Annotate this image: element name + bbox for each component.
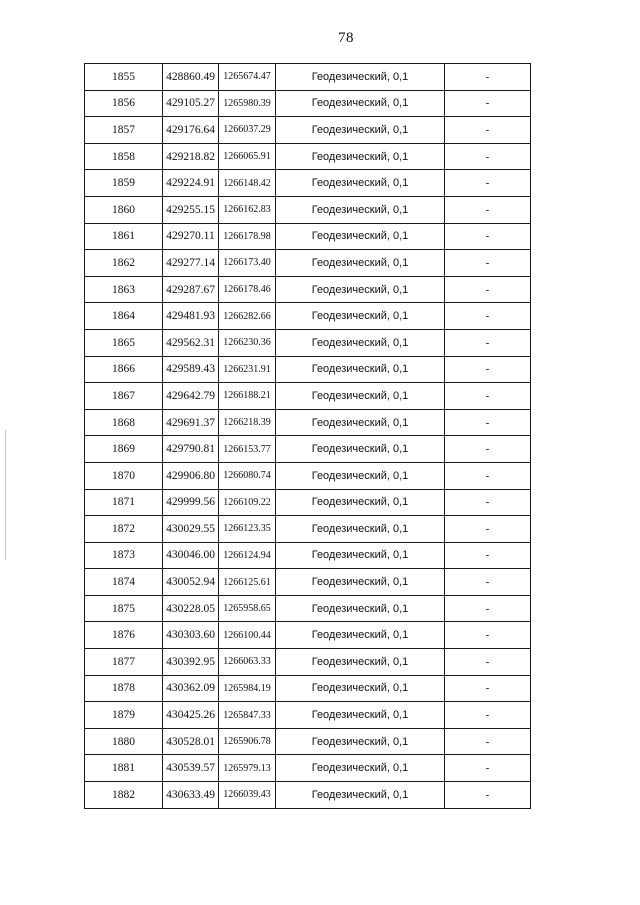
x-coordinate-cell: 429287.67 [163,276,219,303]
table-row [85,782,531,809]
x-coordinate-cell: 429277.14 [163,250,219,277]
point-number-cell: 1857 [85,117,163,144]
table-row [85,196,531,223]
method-accuracy-cell: Геодезический, 0,1 [276,489,445,516]
description-cell: - [445,728,531,755]
table-row [85,143,531,170]
method-accuracy-cell: Геодезический, 0,1 [276,569,445,596]
point-number-cell: 1871 [85,489,163,516]
x-coordinate-cell: 429105.27 [163,90,219,117]
method-accuracy-cell: Геодезический, 0,1 [276,117,445,144]
table-row [85,436,531,463]
description-cell: - [445,436,531,463]
description-cell: - [445,356,531,383]
y-coordinate-cell: 1266148.42 [219,170,276,197]
y-coordinate-cell: 1266178.46 [219,276,276,303]
description-cell: - [445,117,531,144]
y-coordinate-cell: 1265979.13 [219,755,276,782]
y-coordinate-cell: 1265984.19 [219,675,276,702]
point-number-cell: 1875 [85,595,163,622]
point-number-cell: 1865 [85,329,163,356]
x-coordinate-cell: 429224.91 [163,170,219,197]
x-coordinate-cell: 430528.01 [163,728,219,755]
x-coordinate-cell: 429562.31 [163,329,219,356]
table-row [85,303,531,330]
table-row [85,755,531,782]
y-coordinate-cell: 1266037.29 [219,117,276,144]
method-accuracy-cell: Геодезический, 0,1 [276,356,445,383]
method-accuracy-cell: Геодезический, 0,1 [276,462,445,489]
x-coordinate-cell: 429999.56 [163,489,219,516]
table-row [85,223,531,250]
point-number-cell: 1882 [85,782,163,809]
point-number-cell: 1860 [85,196,163,223]
method-accuracy-cell: Геодезический, 0,1 [276,702,445,729]
point-number-cell: 1876 [85,622,163,649]
description-cell: - [445,303,531,330]
y-coordinate-cell: 1266125.61 [219,569,276,596]
y-coordinate-cell: 1266178.98 [219,223,276,250]
point-number-cell: 1873 [85,542,163,569]
point-number-cell: 1870 [85,462,163,489]
description-cell: - [445,489,531,516]
point-number-cell: 1868 [85,409,163,436]
point-number-cell: 1855 [85,64,163,91]
point-number-cell: 1872 [85,516,163,543]
point-number-cell: 1874 [85,569,163,596]
table-row [85,649,531,676]
description-cell: - [445,595,531,622]
point-number-cell: 1879 [85,702,163,729]
point-number-cell: 1867 [85,383,163,410]
y-coordinate-cell: 1266173.40 [219,250,276,277]
description-cell: - [445,409,531,436]
table-row [85,170,531,197]
y-coordinate-cell: 1265980.39 [219,90,276,117]
method-accuracy-cell: Геодезический, 0,1 [276,755,445,782]
x-coordinate-cell: 429691.37 [163,409,219,436]
point-number-cell: 1863 [85,276,163,303]
method-accuracy-cell: Геодезический, 0,1 [276,675,445,702]
table-row [85,702,531,729]
description-cell: - [445,755,531,782]
method-accuracy-cell: Геодезический, 0,1 [276,90,445,117]
method-accuracy-cell: Геодезический, 0,1 [276,143,445,170]
table-row [85,356,531,383]
page-number: 78 [338,30,354,46]
y-coordinate-cell: 1266218.39 [219,409,276,436]
description-cell: - [445,782,531,809]
table-row [85,329,531,356]
x-coordinate-cell: 429589.43 [163,356,219,383]
y-coordinate-cell: 1266123.35 [219,516,276,543]
coordinates-table [84,63,531,809]
table-row [85,489,531,516]
point-number-cell: 1856 [85,90,163,117]
method-accuracy-cell: Геодезический, 0,1 [276,223,445,250]
point-number-cell: 1881 [85,755,163,782]
y-coordinate-cell: 1266065.91 [219,143,276,170]
description-cell: - [445,542,531,569]
x-coordinate-cell: 430539.57 [163,755,219,782]
table-row [85,409,531,436]
method-accuracy-cell: Геодезический, 0,1 [276,64,445,91]
point-number-cell: 1861 [85,223,163,250]
method-accuracy-cell: Геодезический, 0,1 [276,516,445,543]
method-accuracy-cell: Геодезический, 0,1 [276,276,445,303]
description-cell: - [445,276,531,303]
x-coordinate-cell: 430303.60 [163,622,219,649]
point-number-cell: 1869 [85,436,163,463]
y-coordinate-cell: 1265847.33 [219,702,276,729]
x-coordinate-cell: 430633.49 [163,782,219,809]
method-accuracy-cell: Геодезический, 0,1 [276,436,445,463]
point-number-cell: 1859 [85,170,163,197]
method-accuracy-cell: Геодезический, 0,1 [276,170,445,197]
method-accuracy-cell: Геодезический, 0,1 [276,196,445,223]
table-row [85,64,531,91]
method-accuracy-cell: Геодезический, 0,1 [276,782,445,809]
x-coordinate-cell: 429481.93 [163,303,219,330]
description-cell: - [445,516,531,543]
y-coordinate-cell: 1266109.22 [219,489,276,516]
method-accuracy-cell: Геодезический, 0,1 [276,622,445,649]
x-coordinate-cell: 430052.94 [163,569,219,596]
description-cell: - [445,675,531,702]
y-coordinate-cell: 1266080.74 [219,462,276,489]
table-row [85,250,531,277]
description-cell: - [445,702,531,729]
scan-edge-mark [5,430,6,560]
table-row [85,728,531,755]
table-row [85,90,531,117]
point-number-cell: 1880 [85,728,163,755]
coordinates-table-body [85,64,531,809]
table-row [85,516,531,543]
y-coordinate-cell: 1266162.83 [219,196,276,223]
point-number-cell: 1877 [85,649,163,676]
y-coordinate-cell: 1266100.44 [219,622,276,649]
y-coordinate-cell: 1266124.94 [219,542,276,569]
table-row [85,383,531,410]
x-coordinate-cell: 429906.80 [163,462,219,489]
y-coordinate-cell: 1265674.47 [219,64,276,91]
x-coordinate-cell: 429790.81 [163,436,219,463]
table-row [85,276,531,303]
x-coordinate-cell: 429255.15 [163,196,219,223]
point-number-cell: 1866 [85,356,163,383]
point-number-cell: 1862 [85,250,163,277]
description-cell: - [445,143,531,170]
x-coordinate-cell: 430228.05 [163,595,219,622]
x-coordinate-cell: 429270.11 [163,223,219,250]
table-row [85,117,531,144]
method-accuracy-cell: Геодезический, 0,1 [276,329,445,356]
description-cell: - [445,569,531,596]
method-accuracy-cell: Геодезический, 0,1 [276,303,445,330]
method-accuracy-cell: Геодезический, 0,1 [276,728,445,755]
point-number-cell: 1858 [85,143,163,170]
method-accuracy-cell: Геодезический, 0,1 [276,542,445,569]
y-coordinate-cell: 1266153.77 [219,436,276,463]
description-cell: - [445,64,531,91]
y-coordinate-cell: 1265906.78 [219,728,276,755]
table-row [85,622,531,649]
x-coordinate-cell: 428860.49 [163,64,219,91]
y-coordinate-cell: 1265958.65 [219,595,276,622]
table-row [85,595,531,622]
table-row [85,675,531,702]
point-number-cell: 1864 [85,303,163,330]
x-coordinate-cell: 429218.82 [163,143,219,170]
table-row [85,462,531,489]
method-accuracy-cell: Геодезический, 0,1 [276,409,445,436]
y-coordinate-cell: 1266282.66 [219,303,276,330]
x-coordinate-cell: 429642.79 [163,383,219,410]
description-cell: - [445,196,531,223]
description-cell: - [445,90,531,117]
description-cell: - [445,170,531,197]
x-coordinate-cell: 430362.09 [163,675,219,702]
y-coordinate-cell: 1266063.33 [219,649,276,676]
point-number-cell: 1878 [85,675,163,702]
table-row [85,569,531,596]
description-cell: - [445,462,531,489]
y-coordinate-cell: 1266039.43 [219,782,276,809]
description-cell: - [445,383,531,410]
x-coordinate-cell: 430046.00 [163,542,219,569]
y-coordinate-cell: 1266188.21 [219,383,276,410]
x-coordinate-cell: 430425.26 [163,702,219,729]
method-accuracy-cell: Геодезический, 0,1 [276,250,445,277]
x-coordinate-cell: 429176.64 [163,117,219,144]
method-accuracy-cell: Геодезический, 0,1 [276,383,445,410]
description-cell: - [445,622,531,649]
table-row [85,542,531,569]
x-coordinate-cell: 430392.95 [163,649,219,676]
y-coordinate-cell: 1266230.36 [219,329,276,356]
x-coordinate-cell: 430029.55 [163,516,219,543]
description-cell: - [445,250,531,277]
description-cell: - [445,329,531,356]
y-coordinate-cell: 1266231.91 [219,356,276,383]
description-cell: - [445,223,531,250]
method-accuracy-cell: Геодезический, 0,1 [276,649,445,676]
description-cell: - [445,649,531,676]
method-accuracy-cell: Геодезический, 0,1 [276,595,445,622]
